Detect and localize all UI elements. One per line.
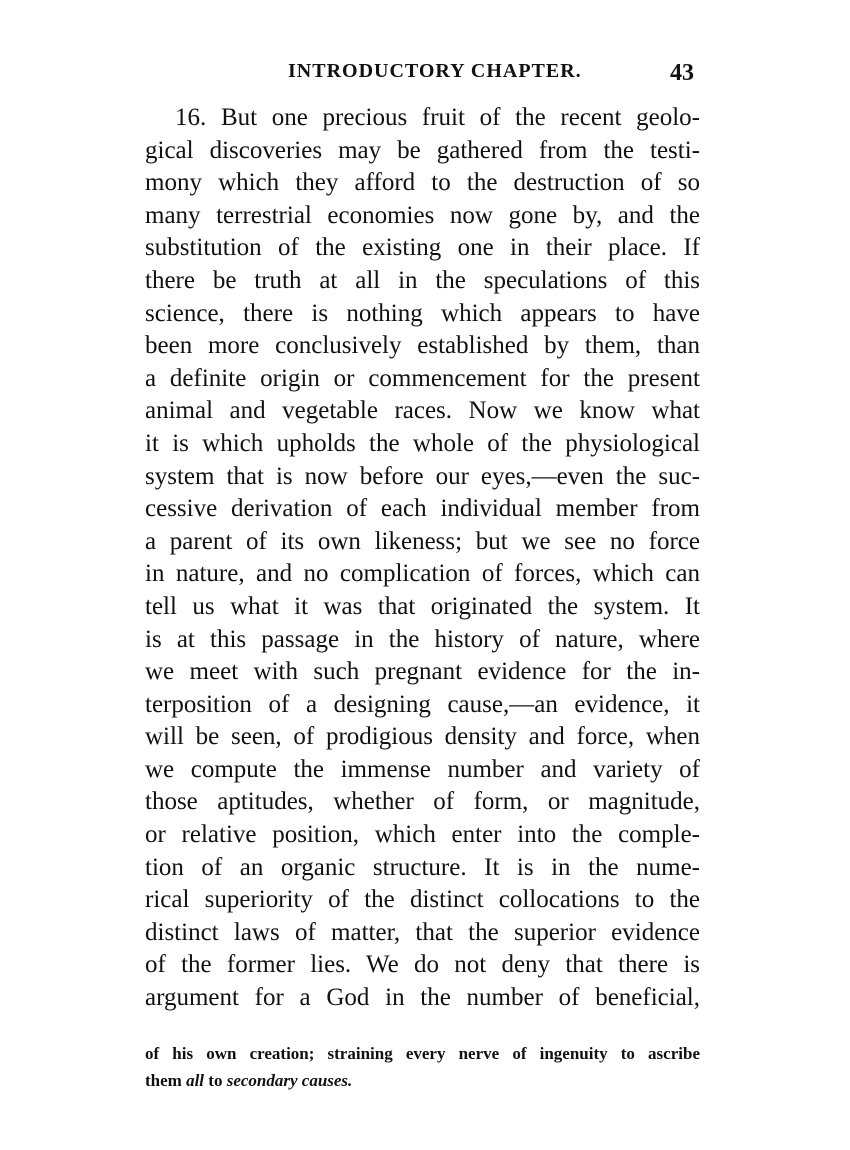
text-line: science, there is nothing which appears to have [145,299,700,327]
footnote-italic: secondary causes. [226,1071,353,1090]
text-line: we meet with such pregnant evidence for the in- [145,658,700,686]
footnote [145,1040,700,1094]
text-line: many terrestrial economies now gone by, and the [145,201,700,229]
text-line: we compute the immense number and variety of [145,755,700,783]
text-line: cessive derivation of each individual member from [145,495,700,523]
text-line: substitution of the existing one in their place. If [145,234,700,262]
text-line: gical discoveries may be gathered from the testi- [145,136,700,164]
text-line: terposition of a designing cause,—an evidence, it [145,690,700,718]
text-line: tell us what it was that originated the system. It [145,592,700,620]
text-line: animal and vegetable races. Now we know what [145,397,700,425]
running-head: INTRODUCTORY CHAPTER. [288,60,582,82]
text-line: of the former lies. We do not deny that there is [145,951,700,979]
text-line: 16. But one precious fruit of the recent geolo- [175,104,700,131]
text-line: rical superiority of the distinct collocations to the [145,886,700,914]
paragraph-16 [145,102,700,1015]
footnote-italic: all [186,1071,205,1090]
text-line: system that is now before our eyes,—even the suc- [145,462,700,490]
text-line: distinct laws of matter, that the superior evidence [145,918,700,946]
footnote-line: of his own creation; straining every nerve of ingenuity to ascribe [145,1044,700,1063]
text-line: mony which they afford to the destruction of so [145,169,700,197]
text-line: a parent of its own likeness; but we see no force [145,527,700,555]
footnote-text: them [145,1071,182,1090]
text-line: is at this passage in the history of nature, where [145,625,700,653]
footnote-line [145,1067,700,1094]
text-line: a definite origin or commencement for the present [145,364,700,392]
text-line: or relative position, which enter into the comple- [145,821,700,849]
text-line: in nature, and no complication of forces, which can [145,560,700,588]
text-line: will be seen, of prodigious density and force, when [145,723,700,751]
text-line: those aptitudes, whether of form, or magnitude, [145,788,700,816]
text-line: tion of an organic structure. It is in the nume- [145,853,700,881]
text-line: argument for a God in the number of beneficial, [145,984,700,1012]
text-line: there be truth at all in the speculations of this [145,266,700,294]
page-number: 43 [670,60,694,86]
text-line: it is which upholds the whole of the physiological [145,429,700,457]
footnote-text: to [208,1071,223,1090]
text-line: been more conclusively established by them, than [145,332,700,360]
